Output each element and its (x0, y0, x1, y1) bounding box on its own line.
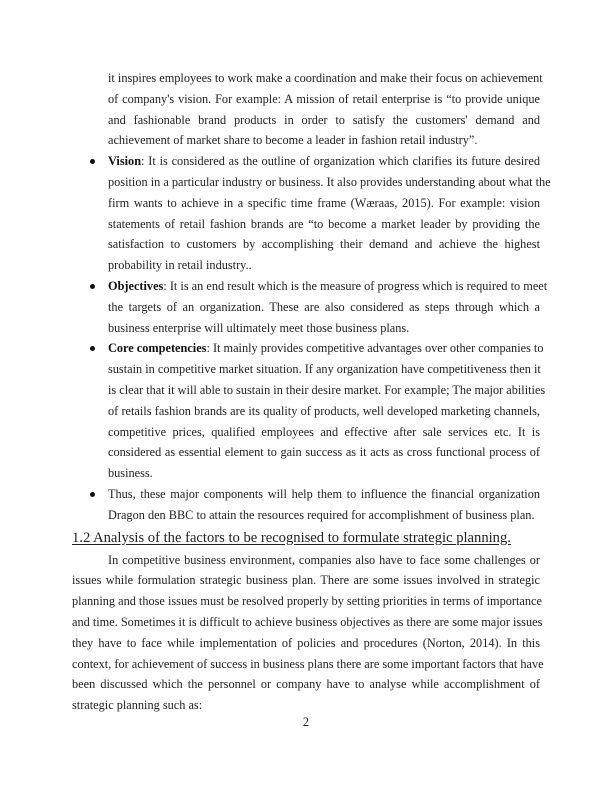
bullet-vision (72, 151, 551, 276)
text-line: Thus, these major components will help them to influence the financial organization (108, 486, 540, 501)
text-line: of retails fashion brands are its quality of products, well developed marketing channels, (108, 403, 540, 418)
text-line: competitive prices, qualified employees and effective after sale services etc. It is (108, 424, 540, 439)
text-line: considered as essential element to gain success as it acts as cross functional process of (108, 445, 540, 460)
text-line: strategic planning such as: (72, 698, 203, 713)
text-line: business enterprise will ultimately meet those business plans. (108, 320, 410, 335)
bullet-label: Core competencies (108, 341, 207, 356)
bullet-label: Objectives (108, 278, 164, 293)
text-line (72, 151, 540, 172)
text-line: probability in retail industry.. (108, 258, 252, 273)
text-line: context, for achievement of success in business plans there are some important factors that have (72, 656, 544, 671)
bullet-summary (72, 484, 540, 526)
text-run: : It is considered as the outline of organization which clarifies its future desired (141, 154, 540, 169)
text-line: achievement of market share to become a leader in fashion retail industry”. (108, 133, 478, 148)
bullet-icon (90, 492, 95, 497)
text-line: position in a particular industry or business. It also provides understanding about what the (108, 174, 551, 189)
text-line: and fashionable brand products in order to satisfy the customers' demand and (108, 112, 540, 127)
section-heading: 1.2 Analysis of the factors to be recognised to formulate strategic planning. (72, 529, 511, 546)
bullet-icon (90, 284, 95, 289)
bullet-core-competencies (72, 338, 546, 484)
page-number: 2 (302, 715, 310, 729)
text-line: In competitive business environment, companies also have to face some challenges or (108, 552, 540, 567)
text-line: satisfaction to customers by accomplishing their demand and achieve the highest (108, 237, 540, 252)
text-line: and time. Sometimes it is difficult to achieve business objectives as there are some major issues (72, 614, 543, 629)
text-line: of company's vision. For example: A mission of retail enterprise is “to provide unique (108, 91, 540, 106)
text-run: : It mainly provides competitive advantages over other companies to (206, 341, 544, 356)
body-paragraph (72, 550, 544, 716)
text-line: firm wants to achieve in a specific time frame (Wæraas, 2015). For example: vision (108, 195, 540, 210)
text-line (72, 338, 544, 359)
text-line: business. (108, 466, 153, 481)
text-line: the targets of an organization. These are also considered as steps through which a (108, 299, 540, 314)
text-line: statements of retail fashion brands are “to become a market leader by providing the (108, 216, 540, 231)
text-line: it inspires employees to work make a coordination and make their focus on achievement (108, 71, 543, 85)
intro-paragraph (72, 68, 543, 151)
document-page (72, 68, 551, 716)
text-line: Dragon den BBC to attain the resources required for accomplishment of business plan. (108, 507, 535, 522)
text-line: is clear that it will able to sustain in their desire market. For example; The major abilities (108, 382, 546, 397)
bullet-label: Vision (108, 154, 142, 169)
text-line: they have to face while implementation of policies and procedures (Norton, 2014). In this (72, 635, 540, 650)
text-line: sustain in competitive market situation. If any organization have competitiveness then it (108, 362, 541, 377)
text-run: : It is an end result which is the measure of progress which is required to meet (163, 278, 548, 293)
text-line: planning and those issues must be resolved properly by setting priorities in terms of importance (72, 594, 542, 609)
text-line (72, 276, 548, 297)
text-line: been discussed which the personnel or company have to analyse while accomplishment of (72, 677, 540, 692)
bullet-objectives (72, 276, 548, 338)
text-line: issues while formulation strategic business plan. There are some issues involved in strategic (72, 573, 540, 588)
